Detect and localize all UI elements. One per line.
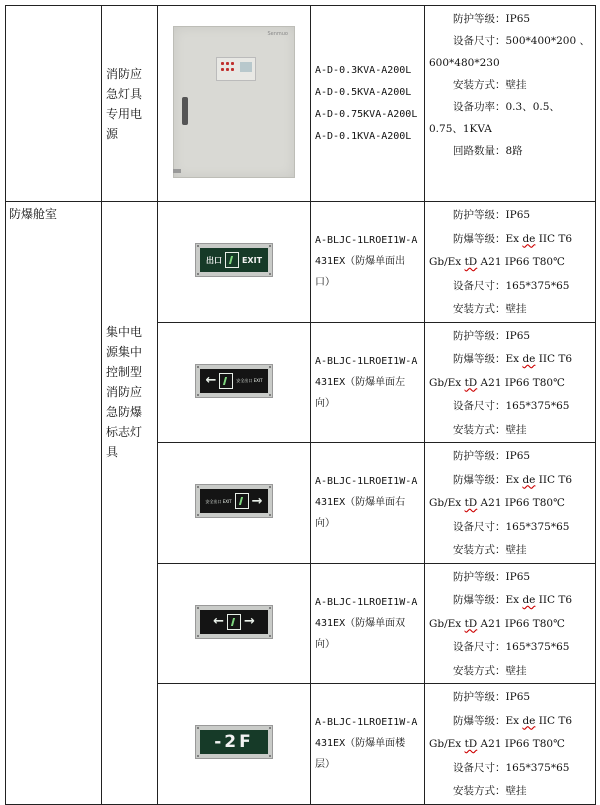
- model-cell: [311, 563, 425, 684]
- model-cell: [311, 6, 425, 202]
- model-number: A-BLJC-1LROEI1W-A431EX: [315, 355, 418, 388]
- table-row: [6, 6, 596, 202]
- arrow-left-icon: ←: [213, 614, 224, 630]
- model-cell: [311, 684, 425, 805]
- params-cell: [425, 563, 596, 684]
- param-install: 安装方式：壁挂: [453, 664, 527, 677]
- param-size: 设备尺寸：165*375*65: [453, 641, 570, 653]
- param-explosion: 防爆等级：Ex de IIC T6 Gb/Ex tD A21 IP66 T80℃: [429, 353, 573, 389]
- params-cell: [425, 322, 596, 443]
- model-desc: （防爆单面右向）: [315, 497, 406, 530]
- model-desc: （防爆单面出口）: [315, 256, 406, 289]
- param-install: 安装方式：壁挂: [453, 544, 527, 556]
- arrow-right-icon: →: [244, 614, 255, 630]
- param-size: 设备尺寸：165*375*65: [453, 520, 570, 533]
- params-cell: [425, 684, 596, 805]
- control-panel: [216, 57, 256, 81]
- model-number: A-BLJC-1LROEI1W-A431EX: [315, 717, 418, 750]
- subcategory-cell: 消防应急灯具专用电源: [102, 6, 158, 202]
- model-number: A-BLJC-1LROEI1W-A431EX: [315, 596, 418, 629]
- param-line: 防护等级：IP65: [453, 13, 531, 25]
- product-image-cell: [158, 6, 311, 202]
- model-desc: （防爆单面左向）: [315, 376, 406, 409]
- spec-table: [5, 5, 596, 805]
- sign-text-cn: 出口: [205, 255, 222, 265]
- params-cell: [425, 443, 596, 564]
- param-line: 设备尺寸：500*400*200 、600*480*230: [429, 35, 590, 69]
- running-man-icon: [235, 493, 249, 509]
- model-desc: （防爆单面楼层）: [315, 738, 406, 771]
- running-man-icon: [219, 373, 233, 389]
- param-explosion: 防爆等级：Ex de IIC T6 Gb/Ex tD A21 IP66 T80℃: [429, 473, 573, 509]
- running-man-icon: [227, 614, 241, 630]
- product-image-cell: [158, 443, 311, 564]
- table-row: [6, 202, 596, 323]
- model-cell: [311, 322, 425, 443]
- sign-small-text: 安全出口 EXIT: [205, 498, 232, 504]
- sign-text-en: EXIT: [241, 255, 263, 265]
- model-line: A-D-0.3KVA-A200L: [315, 64, 412, 76]
- param-protection: 防护等级：IP65: [453, 329, 531, 342]
- product-image-cell: [158, 563, 311, 684]
- model-line: A-D-0.5KVA-A200L: [315, 86, 412, 98]
- subcategory-cell: 集中电源集中控制型消防应急防爆标志灯具: [102, 202, 158, 805]
- param-protection: 防护等级：IP65: [453, 691, 531, 703]
- param-protection: 防护等级：IP65: [453, 450, 531, 462]
- product-image-cell: [158, 322, 311, 443]
- model-cell: [311, 443, 425, 564]
- model-number: A-BLJC-1LROEI1W-A431EX: [315, 476, 418, 509]
- model-line: A-D-0.1KVA-A200L: [315, 130, 412, 142]
- param-size: 设备尺寸：165*375*65: [453, 400, 570, 412]
- model-desc: （防爆单面双向）: [315, 617, 406, 650]
- power-cabinet-image: [173, 26, 295, 178]
- category-cell: 防爆舱室: [6, 202, 102, 805]
- cabinet-logo: Senmuo: [267, 31, 288, 37]
- exit-sign-image: [195, 243, 273, 277]
- arrow-left-icon: ←: [205, 373, 217, 389]
- model-number: A-BLJC-1LROEI1W-A431EX: [315, 235, 418, 268]
- category-cell: [6, 6, 102, 202]
- param-install: 安装方式：壁挂: [453, 785, 527, 797]
- left-direction-sign-image: [195, 364, 273, 398]
- bidirectional-sign-image: [195, 605, 273, 639]
- arrow-right-icon: →: [251, 493, 263, 509]
- floor-sign-image: [195, 725, 273, 759]
- model-line: A-D-0.75KVA-A200L: [315, 108, 418, 120]
- param-line: 设备功率：0.3、0.5、0.75、1KVA: [429, 101, 560, 135]
- model-cell: [311, 202, 425, 323]
- params-cell: [425, 202, 596, 323]
- right-direction-sign-image: [195, 484, 273, 518]
- param-size: 设备尺寸：165*375*65: [453, 279, 570, 292]
- product-image-cell: [158, 684, 311, 805]
- param-explosion: 防爆等级：Ex de IIC T6 Gb/Ex tD A21 IP66 T80℃: [429, 594, 573, 630]
- param-install: 安装方式：壁挂: [453, 423, 527, 436]
- params-cell: [425, 6, 596, 202]
- running-man-icon: [225, 252, 239, 268]
- floor-label: -2F: [214, 732, 254, 753]
- product-image-cell: [158, 202, 311, 323]
- param-line: 安装方式：壁挂: [453, 79, 527, 91]
- param-install: 安装方式：壁挂: [453, 303, 527, 315]
- param-explosion: 防爆等级：Ex de IIC T6 Gb/Ex tD A21 IP66 T80℃: [429, 714, 573, 750]
- param-explosion: 防爆等级：Ex de IIC T6 Gb/Ex tD A21 IP66 T80℃: [429, 232, 573, 268]
- param-protection: 防护等级：IP65: [453, 570, 531, 583]
- param-protection: 防护等级：IP65: [453, 209, 531, 221]
- sign-small-text: 安全出口 EXIT: [236, 378, 263, 384]
- param-line: 回路数量：8路: [453, 145, 523, 157]
- param-size: 设备尺寸：165*375*65: [453, 761, 570, 774]
- door-handle: [182, 97, 188, 125]
